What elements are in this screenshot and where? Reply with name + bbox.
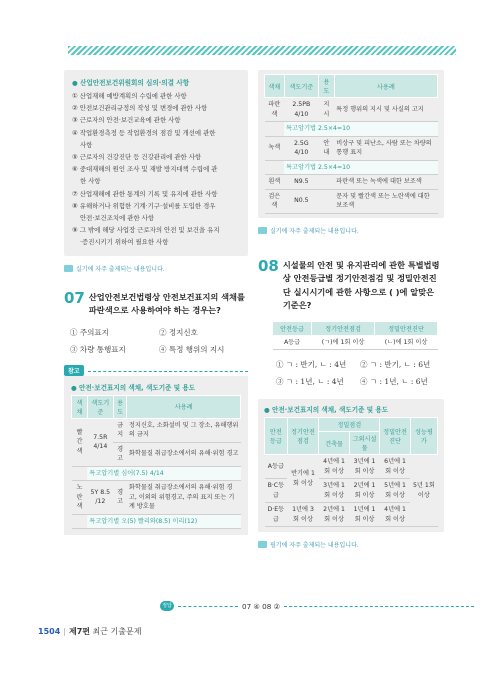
color-standard: 2.5PB 4/10 <box>284 98 318 122</box>
item-continuation: 한 사항 <box>80 177 101 186</box>
list-item <box>72 200 240 224</box>
color-example: 화학물질 취급장소에서의 유해·위험 경고 <box>127 442 241 466</box>
color-name: 녹색 <box>265 136 285 160</box>
color-name: 흰색 <box>265 175 285 190</box>
question-07 <box>64 288 248 318</box>
color-example: 파란색 또는 녹색에 대한 보조색 <box>334 175 437 190</box>
col-header: 색채 <box>265 75 285 98</box>
option[interactable]: ④ 특정 행위의 지시 <box>159 344 225 354</box>
color-table-2-box <box>258 70 444 218</box>
pencil-note-icon <box>258 227 267 234</box>
color-table-box <box>64 376 248 536</box>
other-cell: 1년에 1회 이상 <box>349 503 380 527</box>
option[interactable]: ① 주의표지 <box>70 327 109 337</box>
col-header: 색채 <box>72 395 88 418</box>
question-text: 시설물의 안전 및 유지관리에 관한 특별법령상 안전등급별 정기안전점검 및 정밀안전진단 실시시기에 관한 사항으로 ( )에 알맞은 기준은? <box>282 259 440 310</box>
right-column <box>258 70 444 549</box>
committee-box <box>64 70 248 256</box>
color-example: 정지신호, 소화설비 및 그 장소, 유해행위의 금지 <box>127 418 241 442</box>
item-text: 산업재해에 관한 통계의 기록 및 유지에 관한 사항 <box>79 189 218 198</box>
list-item <box>72 151 240 163</box>
question-08 <box>258 256 444 313</box>
memory-tip: 특고암기법 2.5×4=10 <box>284 122 437 137</box>
safety-grade-title: ● 안전·보건표지의 색채, 색도기준 및 용도 <box>264 406 389 414</box>
col-header: 색도기준 <box>284 75 318 98</box>
table-row <box>265 122 438 137</box>
col-header: 안전등급 <box>265 418 288 455</box>
item-number: ⑧ <box>72 201 78 210</box>
col-header: 정기안전점검 <box>287 418 319 455</box>
col-header: 정기안전점검 <box>312 321 375 335</box>
note-text: 실기에 자주 출제되는 내용입니다. <box>76 265 165 273</box>
item-text: 안전보건관리규정의 작성 및 변경에 관한 사항 <box>79 104 208 113</box>
table-row <box>265 98 438 122</box>
color-table-2 <box>264 74 438 214</box>
color-example: 화학물질 취급장소에서의 유해·위험 경고, 이외의 위험경고, 주의 표지 또는 기계 방호물 <box>127 481 241 515</box>
item-text: 근로자의 안전·보건교육에 관한 사항 <box>79 116 181 125</box>
item-number: ⑨ <box>72 226 78 235</box>
note-text: 필기에 자주 출제되는 내용입니다. <box>270 542 359 549</box>
table-row <box>265 455 438 479</box>
col-header: 정밀점검 <box>319 418 380 432</box>
table-row <box>265 136 438 160</box>
regular-check-cell: 반기에 1회 이상 <box>287 455 319 503</box>
memory-tip: 특고압기별 심어(7.5) 4/14 <box>87 466 240 481</box>
option[interactable]: ③ 차량 통행표지 <box>70 344 126 354</box>
pencil-note-icon <box>258 541 267 548</box>
color-use: 금지 <box>113 418 127 442</box>
pencil-note-icon <box>64 265 73 272</box>
header-stripe <box>68 46 456 55</box>
chapter-label: 제7편 <box>68 627 90 636</box>
item-text: 그 밖에 해당 사업장 근로자의 안전 및 보건을 유지 <box>79 226 220 235</box>
question-08-options <box>276 359 444 387</box>
color-name: 검은색 <box>265 189 285 213</box>
item-number: ① <box>72 92 78 100</box>
list-item <box>72 224 240 248</box>
building-cell: 3년에 1회 이상 <box>319 479 350 503</box>
question-text: 산업안전보건법령상 안전보건표지의 색채를 파란색으로 사용하여야 하는 경우는? <box>88 291 245 316</box>
list-item <box>72 102 240 114</box>
safety-grade-box <box>258 399 444 532</box>
item-number: ⑥ <box>72 165 78 174</box>
col-header: 용도 <box>113 395 127 418</box>
option[interactable]: ③ ㄱ : 1년, ㄴ : 4년 <box>276 377 344 386</box>
note-written <box>258 540 444 549</box>
col-header: 성능평가 <box>410 418 437 455</box>
table-cell: (ㄴ)에 1회 이상 <box>375 335 438 350</box>
item-number: ④ <box>72 128 78 137</box>
table-row <box>72 418 241 442</box>
building-cell: 2년에 1회 이상 <box>319 503 350 527</box>
item-text: 중대재해의 원인 조사 및 재발 방지대책 수립에 관 <box>79 165 218 174</box>
question-number: 08 <box>258 256 279 275</box>
divider <box>178 606 238 607</box>
table-row <box>72 466 241 481</box>
item-text: 산업재해 예방계획의 수립에 관한 사항 <box>79 92 187 100</box>
table-cell: A등급 <box>273 335 312 350</box>
memory-tip: 특고암기법 2.5×4=10 <box>284 160 437 175</box>
page-footer <box>38 626 141 637</box>
note-exam-2 <box>258 226 444 235</box>
col-header: 색도기준 <box>87 395 113 418</box>
safety-grade-table <box>264 417 438 527</box>
divider <box>284 606 474 607</box>
color-standard: 2.5G 4/10 <box>284 136 318 160</box>
color-example: 특정 행위의 지시 및 사실의 고지 <box>334 98 437 122</box>
color-standard: N9.5 <box>284 175 318 190</box>
list-item <box>72 163 240 187</box>
color-name: 파란색 <box>265 98 285 122</box>
table-cell: (ㄱ)에 1회 이상 <box>312 335 375 350</box>
col-header: 사용례 <box>334 75 437 98</box>
option[interactable]: ① ㄱ : 반기, ㄴ : 4년 <box>276 360 347 369</box>
color-use: 지시 <box>319 98 335 122</box>
item-continuation: 안전·보건조치에 관한 사항 <box>80 214 155 223</box>
col-header: 사용례 <box>127 395 241 418</box>
note-exam <box>64 264 248 273</box>
other-cell: 2년에 1회 이상 <box>349 479 380 503</box>
table-row <box>72 481 241 515</box>
color-table-title: ● 안전·보건표지의 색채, 색도기준 및 용도 <box>71 383 196 392</box>
table-row <box>265 175 438 190</box>
regular-check-cell: 1년에 3회 이상 <box>287 503 319 527</box>
color-name: 빨간색 <box>72 418 88 466</box>
committee-title: ● 산업안전보건위원회의 심의·의결 사항 <box>72 79 190 87</box>
note-text: 실기에 자주 출제되는 내용입니다. <box>270 227 359 235</box>
list-item <box>72 114 240 126</box>
page-number: 1504 <box>38 627 61 636</box>
color-example: 문자 및 빨간색 또는 노란색에 대한 보조색 <box>334 189 437 213</box>
item-number: ③ <box>72 116 78 125</box>
col-header: 정밀안전진단 <box>380 418 411 455</box>
col-header: 정밀안전진단 <box>375 321 438 335</box>
answer-key <box>160 601 474 611</box>
item-continuation: 사항 <box>80 140 93 149</box>
item-number: ⑤ <box>72 153 78 162</box>
color-standard: 7.5R 4/14 <box>87 418 113 466</box>
item-number: ⑦ <box>72 189 78 198</box>
table-row <box>265 160 438 175</box>
item-number: ② <box>72 104 78 113</box>
divider <box>88 371 248 372</box>
reference-badge: 참고 <box>64 365 84 376</box>
item-text: 작업환경측정 등 작업환경의 점검 및 개선에 관한 <box>79 128 216 137</box>
col-header: 그외시설물 <box>349 432 380 455</box>
color-standard: N0.5 <box>284 189 318 213</box>
color-use: 경고 <box>113 481 127 515</box>
left-column <box>64 70 248 535</box>
col-header: 안전등급 <box>273 321 312 335</box>
answer-text: 07 ④ 08 ② <box>242 601 281 611</box>
question-07-options <box>70 327 248 355</box>
color-example: 비상구 및 피난소, 사람 또는 차량의 통행 표지 <box>334 136 437 160</box>
table-row <box>265 189 438 213</box>
color-use: 안내 <box>319 136 335 160</box>
col-header: 건축물 <box>319 432 350 455</box>
list-item <box>72 188 240 200</box>
color-name: 노란색 <box>72 481 88 515</box>
list-item <box>72 90 240 102</box>
option[interactable]: ② ㄱ : 반기, ㄴ : 6년 <box>360 360 431 369</box>
question-number: 07 <box>64 288 85 307</box>
item-continuation: ·증진시키기 위하여 필요한 사항 <box>80 238 169 247</box>
performance-cell: 5년 1회 이상 <box>410 455 437 527</box>
diagnosis-cell: 5년에 1회 이상 <box>380 479 411 503</box>
color-standard: 5Y 8.5 /12 <box>87 481 113 515</box>
color-table <box>71 395 241 530</box>
option[interactable]: ④ ㄱ : 1년, ㄴ : 6년 <box>360 377 428 386</box>
option[interactable]: ② 정지신호 <box>159 327 198 337</box>
memory-tip: 특고압기별 오(5) 빨리와(8.5) 이리(12) <box>87 514 240 529</box>
committee-list <box>72 90 240 249</box>
diagnosis-cell: 6년에 1회 이상 <box>380 455 411 479</box>
diagnosis-cell: 4년에 1회 이상 <box>380 503 411 527</box>
building-cell: 4년에 1회 이상 <box>319 455 350 479</box>
table-row <box>273 335 438 350</box>
chapter-title: 최근 기출문제 <box>92 627 142 636</box>
answer-badge: 정답 <box>160 601 174 611</box>
color-use: 경고 <box>113 442 127 466</box>
grade-cell: B·C등급 <box>265 479 288 503</box>
other-cell: 3년에 1회 이상 <box>349 455 380 479</box>
table-row <box>72 514 241 529</box>
item-text: 근로자의 건강진단 등 건강관리에 관한 사항 <box>79 153 202 162</box>
grade-cell: D·E등급 <box>265 503 288 527</box>
col-header: 용도 <box>319 75 335 98</box>
footer-divider: | <box>63 627 66 636</box>
question-08-table <box>272 321 438 351</box>
list-item <box>72 127 240 151</box>
grade-cell: A등급 <box>265 455 288 479</box>
item-text: 유해하거나 위험한 기계·기구·설비를 도입한 경우 <box>79 201 216 210</box>
